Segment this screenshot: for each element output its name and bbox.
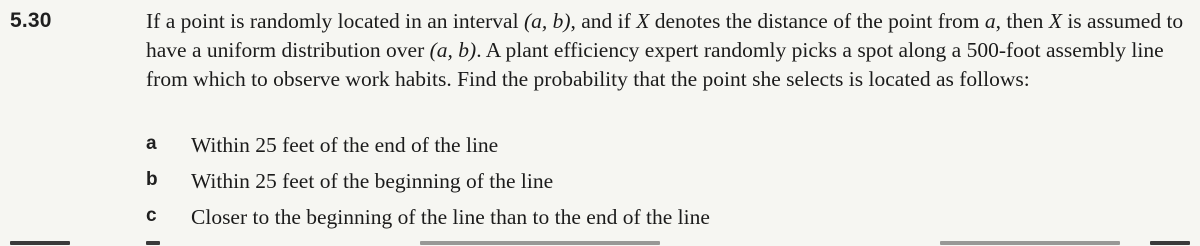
problem-statement bbox=[146, 7, 1186, 94]
cutoff-glyphs bbox=[1150, 241, 1190, 245]
cutoff-glyphs bbox=[420, 241, 660, 245]
stem-text-5: is assumed to have a uniform distribution over bbox=[146, 9, 1184, 62]
sub-question-letter: b bbox=[146, 169, 158, 190]
cutoff-glyphs bbox=[146, 241, 160, 245]
cutoff-glyphs bbox=[10, 241, 70, 245]
stem-text-2: , and if bbox=[570, 9, 637, 33]
stem-text-4: , then bbox=[995, 9, 1049, 33]
sub-question-text: Closer to the beginning of the line than to the end of the line bbox=[191, 205, 710, 229]
cutoff-glyphs bbox=[940, 241, 1120, 245]
stem-text-6: . A plant efficiency expert randomly picks a spot along a 500-foot assembly line from which to observe work habits. Find the probability that the point she selects is located as follows: bbox=[146, 38, 1164, 91]
interval-a-b: (a, b) bbox=[429, 38, 477, 62]
sub-question-text: Within 25 feet of the end of the line bbox=[191, 133, 499, 157]
variable-x: X bbox=[636, 9, 650, 33]
next-problem-cutoff bbox=[0, 240, 1200, 246]
sub-question-letter: c bbox=[146, 205, 157, 226]
sub-question-letter: a bbox=[146, 133, 157, 154]
stem-text-1: If a point is randomly located in an interval bbox=[146, 9, 524, 33]
stem-text-3: denotes the distance of the point from bbox=[649, 9, 985, 33]
interval-a-b: (a, b) bbox=[523, 9, 571, 33]
problem-number: 5.30 bbox=[10, 9, 52, 32]
variable-x: X bbox=[1048, 9, 1062, 33]
variable-a: a bbox=[984, 9, 996, 33]
sub-question-text: Within 25 feet of the beginning of the line bbox=[191, 169, 554, 193]
